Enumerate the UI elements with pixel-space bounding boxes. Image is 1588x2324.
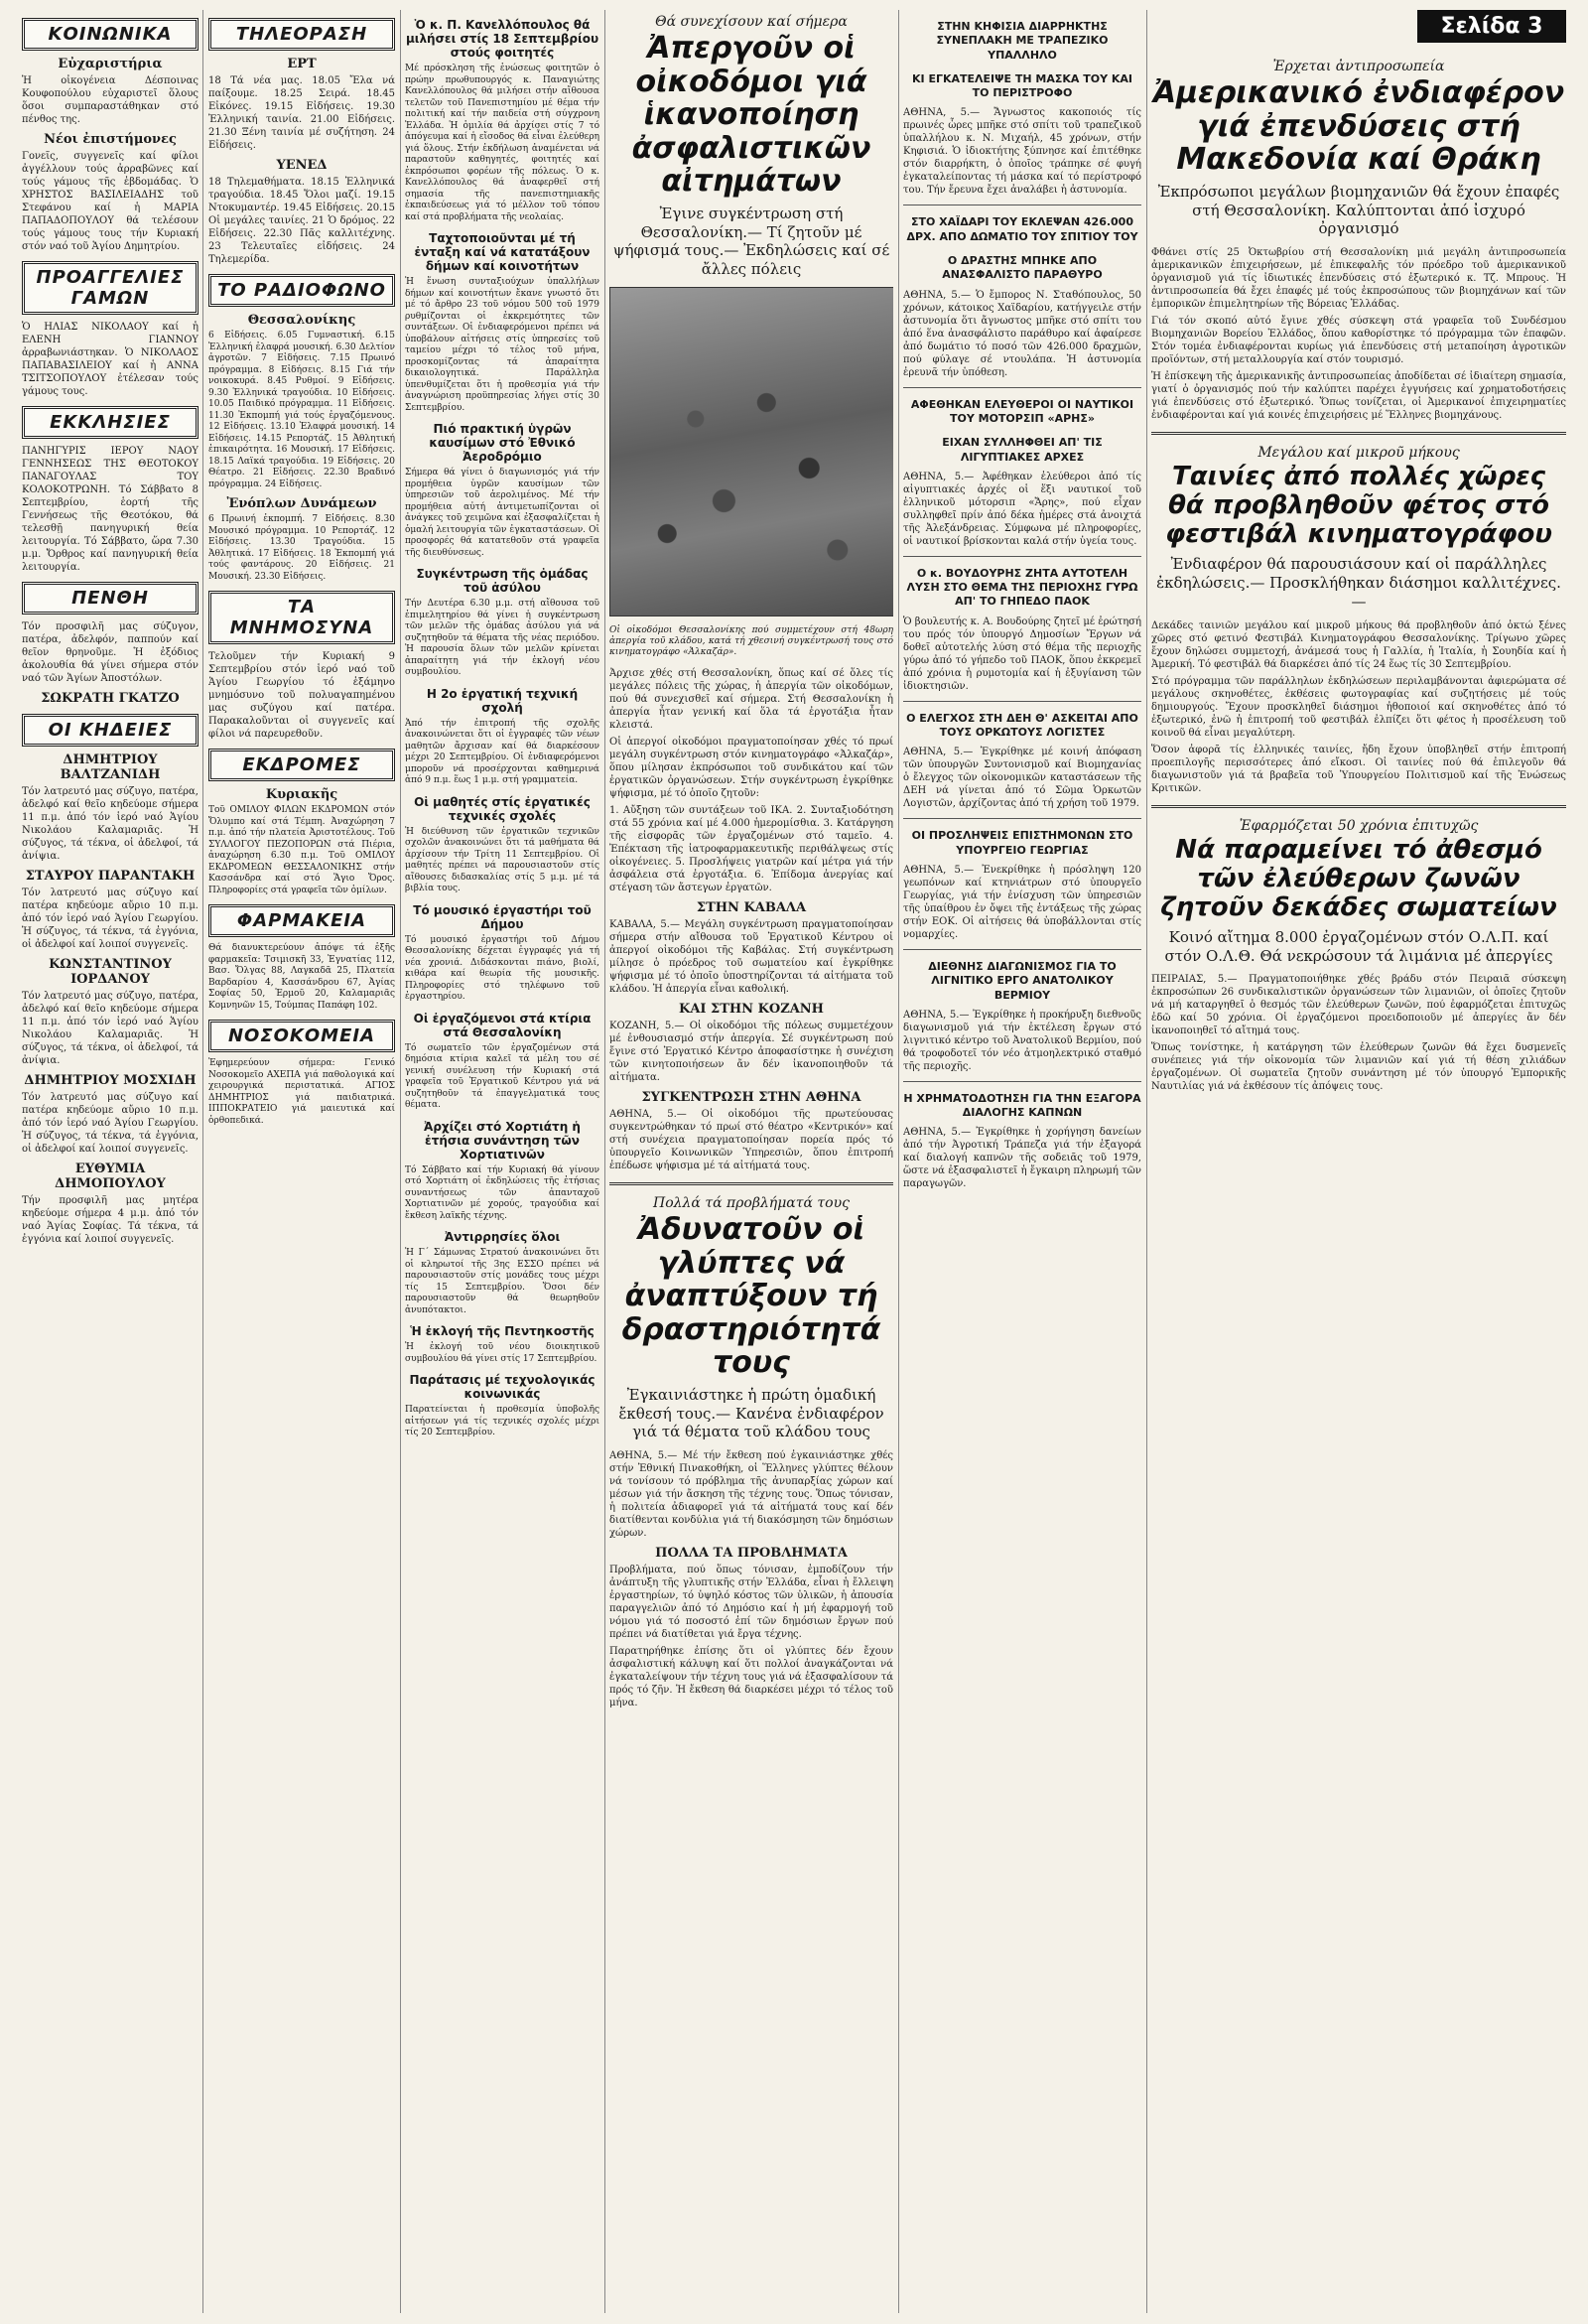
headline-paratasi: Παράτασις μέ τεχνολογικάς κοινωνικάς — [409, 1373, 596, 1401]
name-dimitrios-m: ΔΗΜΗΤΡΙΟΥ ΜΟΣΧΙΔΗ — [24, 1073, 197, 1088]
headline-syntaxeis: Ταχτοποιοῦνται μέ τή ἐνταξη καί νά κατατάξουν δήμων καί κοινοτήτων — [414, 231, 591, 273]
text-proaggelies: Γονεῖς, συγγενεῖς καί φίλοι ἀγγέλλουν τούς ἀρραβῶνες καί τούς γάμους τῆς ἑβδομάδας. Ὁ ΧΡΗΣΤΟΣ ΒΑΣΙΛΕΙΑΔΗΣ τοῦ Στεφάνου καί ἡ ΜΑΡΙΑ ΠΑΠΑΔΟΠΟΥΛΟΥ θά τελέσουν τούς γάμους τους τήν Κυριακή στόν ναό τοῦ Ἁγίου Δημητρίου. — [22, 151, 198, 252]
subhead-maska: ΚΙ ΕΓΚΑΤΕΛΕΙΨΕ ΤΗ ΜΑΣΚΑ ΤΟΥ ΚΑΙ ΤΟ ΠΕΡΙΣΤΡΟΦΟ — [912, 71, 1132, 100]
divider — [903, 1081, 1141, 1082]
text-nosokomeia: Ἐφημερεύουν σήμερα: Γενικό Νοσοκομεῖο ΑΧΕΠΑ γιά παθολογικά καί χειρουργικά περιστατικά. ΑΓΙΟΣ ΔΗΜΗΤΡΙΟΣ γιά παιδιατρικά. ΙΠΠΟΚΡΑΤΕΙΟ γιά μαιευτικά καί ὀρθοπεδικά. — [208, 1058, 395, 1126]
text-apergia-1: Ἀρχισε χθές στή Θεσσαλονίκη, ὅπως καί σέ ὅλες τίς μεγάλες πόλεις τῆς χώρας, ἡ ἀπεργία τῶν οἰκοδόμων, πού θά συνεχισθεῖ καί σήμερα. Στή Θεσσαλονίκη ἡ ἀπεργία ἦταν γενική καί ὅλα τά ἐργοτάξια ἦταν κλειστά. — [609, 667, 893, 731]
text-chortiatis: Τό Σάββατο καί τήν Κυριακή θά γίνουν στό Χορτιάτη οἱ ἐκδηλώσεις τῆς ἐτήσιας συναντήσεως τῶν ἀπανταχοῦ Χορτιατινῶν μέ χορούς, τραγούδια καί ἔκθεση λαϊκῆς τέχνης. — [405, 1164, 599, 1221]
text-farmakeia: Θά διανυκτερεύουν ἀπόψε τά ἑξῆς φαρμακεῖα: Τσιμισκῆ 33, Ἐγνατίας 112, Βασ. Ὄλγας 88, Λαγκαδᾶ 25, Πλατεία Βαρδαρίου 4, Κασσάνδρου 67, Ἀγίας Σοφίας 50, Ἑρμοῦ 20, Καλαμαριᾶς Κομνηνῶν 15, Τούμπας Παπάφη 102. — [208, 943, 395, 1011]
text-eyxaristiria: Ἡ οἰκογένεια Δέσποινας Κουφοπούλου εὐχαριστεῖ ὅλους ὅσοι συμπαραστάθηκαν στό πένθος της. — [22, 75, 198, 125]
text-kideia-4: Τόν λατρευτό μας σύζυγο καί πατέρα κηδεύομε αὔριο 10 π.μ. ἀπό τόν ἱερό ναό Ἁγίου Γεωργίου. Ἡ σύζυγος, τά τέκνα, τά ἐγγόνια, οἱ ἀδελφοί καί λοιποί συγγενεῖς. — [22, 1092, 198, 1155]
subhead-eyxaristiria: Εὐχαριστήρια — [58, 57, 163, 71]
divider — [903, 818, 1141, 819]
headline-ergazomenoi: Οἱ ἐργαζόμενοι στά κτίρια στά Θεσσαλονίκη — [413, 1011, 592, 1039]
headline-apergia: Ἀπεργοῦν οἱ οἰκοδόμοι γιά ἱκανοποίηση ἀσφαλιστικῶν αἰτημάτων — [631, 31, 871, 200]
headline-ependyseis: Ἀμερικανικό ἐνδιαφέρον γιά ἐπενδύσεις στή Μακεδονία καί Θράκη — [1152, 75, 1565, 178]
text-voudouris: Ὁ βουλευτής κ. Α. Βουδούρης ζητεῖ μέ ἐρώτησή του πρός τόν ὑπουργό Δημοσίων Ἔργων νά δοθεῖ αὐτοτελής λύση στό θέμα τῆς περιοχῆς γύρω ἀπό τό γήπεδο τοῦ ΠΑΟΚ, ὅπου ἐκκρεμεῖ ἀπό χρόνια ἡ ρυμοτομία καί ἡ ἐξυγίανση τῶν ἰδιοκτησιῶν. — [903, 615, 1141, 692]
column-rule — [400, 10, 401, 2313]
section-nosokomeia: ΝΟΣΟΚΟΜΕΙΑ — [208, 1020, 395, 1052]
text-ekklisies: ΠΑΝΗΓΥΡΙΣ ΙΕΡΟΥ ΝΑΟΥ ΓΕΝΝΗΣΕΩΣ ΤΗΣ ΘΕΟΤΟΚΟΥ ΠΑΝΑΓΟΥΛΑΣ ΤΟΥ ΚΟΛΟΚΟΤΡΩΝΗ. Τό Σάββατο 8 Σεπτεμβρίου, ἑορτή τῆς Γεννήσεως τῆς Θεοτόκου, θά τελεσθῇ πανηγυρική θεία λειτουργία. Τό Σάββατο, ὥρα 7.30 μ.μ. Ὄρθρος καί πανηγυρική θεία λειτουργία. — [22, 446, 198, 573]
text-kideia-5: Τήν προσφιλῆ μας μητέρα κηδεύομε σήμερα 4 μ.μ. ἀπό τόν ναό Ἁγίας Σοφίας. Τά τέκνα, τά ἐγγόνια καί λοιποί συγγενεῖς. — [22, 1195, 198, 1245]
column-rule — [1146, 10, 1147, 2313]
subhead-yened: ΥΕΝΕΔ — [276, 158, 328, 173]
name-stavros: ΣΤΑΥΡΟΥ ΠΑΡΑΝΤΑΚΗ — [25, 869, 196, 884]
subhead-aigyptos: ΕΙΧΑΝ ΣΥΛΛΗΦΘΕΙ ΑΠ' ΤΙΣ ΛΙΓΥΠΤΙΑΚΕΣ ΑΡΧΕΣ — [942, 436, 1103, 464]
headline-kausima: Πιό πρακτική ὑγρῶν καυσίμων στό Ἐθνικό Ἀεροδρόμιο — [429, 422, 576, 464]
text-zones-2: Ὅπως τονίστηκε, ἡ κατάργηση τῶν ἐλεύθερων ζωνῶν θά ἔχει δυσμενεῖς συνέπειες γιά τήν οἰκονομία τῶν λιμανιῶν καί γιά τή θέση χιλιάδων ἐργαζομένων. Οἱ σωματεῖα ζητοῦν συνάντηση μέ τόν ὑπουργό Ἐμπορικῆς Ναυτιλίας γιά νά ἐκθέσουν τίς ἀπόψεις τους. — [1151, 1042, 1566, 1093]
text-kavala: ΚΑΒΑΛΑ, 5.— Μεγάλη συγκέντρωση πραγματοποίησαν σήμερα στήν αἴθουσα τοῦ Ἐργατικοῦ Κέντρου οἱ ἀπεργοί οἰκοδόμοι τῆς Καβάλας. Στή συγκέντρωση μίλησε ὁ πρόεδρος τοῦ σωματείου καί ἐγκρίθηκε ψήφισμα μέ τό ὁποῖο ὑποστηρίζονται τά αἰτήματα τοῦ κλάδου. Ἡ ἀπεργία εἶναι καθολική. — [609, 918, 893, 995]
column-rule — [604, 10, 605, 2313]
text-penthi: Τόν προσφιλῆ μας σύζυγον, πατέρα, ἀδελφόν, παππούν καί θεῖον θρηνοῦμε. Ἡ ἐξόδιος ἀκολουθία θά γίνει σήμερα στόν ναό τῶν Ἁγίων Ἀποστόλων. — [22, 621, 198, 684]
text-festival-3: Ὅσον ἀφορᾶ τίς ἑλληνικές ταινίες, ἤδη ἔχουν ὑποβληθεῖ στήν ἐπιτροπή προεπιλογῆς περισσότερες ἀπό εἴκοσι. Οἱ ταινίες πού θά ἐπιλεγοῦν θά διαγωνιστοῦν γιά τά βραβεῖα τοῦ Ὑπουργείου Πολιτισμοῦ καί τῆς Ἑνώσεως Κριτικῶν. — [1151, 744, 1566, 794]
section-ekklisies: ΕΚΚΛΗΣΙΕΣ — [22, 406, 198, 439]
text-asylo: Τήν Δευτέρα 6.30 μ.μ. στή αἴθουσα τοῦ ἐπιμελητηρίου θά γίνει ἡ συγκέντρωση τῶν μελῶν τῆς ὁμάδας ἀσύλου γιά νά συζητηθοῦν τά θέματα τῆς νέας περιόδου. Ἡ παρουσία ὅλων τῶν μελῶν κρίνεται ἀπαραίτητη γιά τήν ἐκλογή νέου συμβουλίου. — [405, 599, 599, 677]
column-social — [22, 10, 198, 2313]
headline-chaidari: ΣΤΟ ΧΑΪΔΑΡΙ ΤΟΥ ΕΚΛΕΨΑΝ 426.000 ΔΡΧ. ΑΠΟ ΔΩΜΑΤΙΟ ΤΟΥ ΣΠΙΤΙΟΥ ΤΟΥ — [906, 215, 1138, 243]
photo-oikodomoi — [609, 287, 893, 616]
section-mnimosyna: ΤΑ ΜΝΗΜΟΣΥΝΑ — [208, 591, 395, 644]
subhead-neoi-epistimones: Νέοι ἐπιστήμονες — [44, 132, 177, 147]
text-apergia-2: Οἱ ἀπεργοί οἰκοδόμοι πραγματοποίησαν χθές τό πρωί μεγάλη συγκέντρωση στόν κινηματογράφο «Ἀλκαζάρ», ὅπου μίλησαν ἐκπρόσωποι τοῦ συνδικάτου καί τῶν ἐργατικῶν ὀργανώσεων. Στήν συγκέντρωση ἐγκρίθηκε ψήφισμα, μέ τό ὁποῖο ζητοῦν: — [609, 736, 893, 799]
name-dimitrios-v: ΔΗΜΗΤΡΙΟΥ ΒΑΛΤΖΑΝΙΔΗ — [60, 752, 161, 782]
subhead-kyriakis: Κυριακῆς — [265, 787, 338, 802]
overline-apergia: Θά συνεχίσουν καί σήμερα — [655, 14, 848, 30]
text-glyptes-2: Προβλήματα, πού ὅπως τόνισαν, ἐμποδίζουν τήν ἀνάπτυξη τῆς γλυπτικῆς στήν Ἑλλάδα, εἶναι ἡ ἔλλειψη ἐργαστηρίων, τό ὑψηλό κόστος τῶν ὑλικῶν, ἡ ἀπουσία παραγγελιῶν ἀπό τό Δημόσιο καί ἡ μή ἐφαρμογή τοῦ νόμου γιά τό ποσοστό ἐπί τῶν δημόσιων ἔργων πού πρέπει νά διατίθεται γιά ἔργα τέχνης. — [609, 1565, 893, 1641]
section-koinonika: ΚΟΙΝΩΝΙΚΑ — [22, 18, 198, 51]
subhead-athina: ΣΥΓΚΕΝΤΡΩΣΗ ΣΤΗΝ ΑΘΗΝΑ — [641, 1089, 861, 1105]
divider — [903, 701, 1141, 702]
section-farmakeia: ΦΑΡΜΑΚΕΙΑ — [208, 904, 395, 937]
headline-kifisia: ΣΤΗΝ ΚΗΦΙΣΙΑ ΔΙΑΡΡΗΚΤΗΣ ΣΥΝΕΠΛΑΚΗ ΜΕ ΤΡΑΠΕΖΙΚΟ ΥΠΑΛΛΗΛΟ — [936, 20, 1109, 62]
column-features — [1151, 10, 1566, 2313]
text-paratasi: Παρατείνεται ἡ προθεσμία ὑποβολῆς αἰτήσεων γιά τίς τεχνικές σχολές μέχρι τίς 20 Σεπτεμβρίου. — [405, 1405, 599, 1437]
column-main-stories — [609, 10, 893, 2313]
text-yened: 18 Τηλεμαθήματα. 18.15 Ἑλληνικά τραγούδια. 18.45 Ὅλοι μαζί. 19.15 Ντοκυμαντέρ. 19.45 Εἰδήσεις. 20.15 Οἱ μεγάλες ταινίες. 21 Ὁ δρόμος. 22 Εἰδήσεις. 22.30 Πᾶς καλλιτέχνης. 23 Τελευταῖες εἰδήσεις. 24 Τηλεμερίδα. — [208, 177, 395, 265]
text-syntaxeis: Ἡ ἕνωση συνταξιούχων ὑπαλλήλων δήμων καί κοινοτήτων ἔκανε γνωστό ὅτι μέ τό ἄρθρο 23 τοῦ νόμου 500 τοῦ 1979 ρυθμίζονται οἱ ἐκκρεμότητες τῶν συντάξεων. Οἱ ἐνδιαφερόμενοι πρέπει νά ὑποβάλουν αἰτήσεις στίς ὑπηρεσίες τοῦ ταμείου μέχρι τό τέλος τοῦ μήνα, προσκομίζοντας τά ἀπαραίτητα δικαιολογητικά. Παράλληλα ὑπενθυμίζεται ὅτι ἡ προθεσμία γιά τήν ἀναγνώριση προϋπηρεσίας λήγει στίς 30 Σεπτεμβρίου. — [405, 277, 599, 413]
headline-kapnoi: Η ΧΡΗΜΑΤΟΔΟΤΗΣΗ ΓΙΑ ΤΗΝ ΕΞΑΓΟΡΑ ΔΙΑΛΟΓΗΣ ΚΑΠΝΩΝ — [903, 1091, 1141, 1120]
text-arravones: Ὁ ΗΛΙΑΣ ΝΙΚΟΛΑΟΥ καί ἡ ΕΛΕΝΗ ΓΙΑΝΝΟΥ ἀρραβωνιάστηκαν. Ὁ ΝΙΚΟΛΑΟΣ ΠΑΠΑΒΑΣΙΛΕΙΟΥ καί ἡ ΑΝΝΑ ΤΣΙΤΣΟΠΟΥΛΟΥ ἐτέλεσαν τούς γάμους τους. — [22, 322, 198, 397]
section-tileorasi: ΤΗΛΕΟΡΑΣΗ — [208, 18, 395, 51]
divider — [1151, 432, 1566, 435]
dek-zones: Κοινό αἴτημα 8.000 ἐργαζομένων στόν Ο.Λ.Π. καί στόν Ο.Λ.Θ. Θά νεκρώσουν τά λιμάνια μέ ἀπεργίες — [1164, 927, 1553, 965]
page-number-label: Σελίδα 3 — [1417, 10, 1566, 43]
text-glyptes-3: Παρατηρήθηκε ἐπίσης ὅτι οἱ γλύπτες δέν ἔχουν ἀσφαλιστική κάλυψη καί ὅτι πολλοί ἀναγκάζονται νά ἐγκαταλείψουν τήν τέχνη τους γιά νά ἐξασφαλίσουν τά πρός τό ζῆν. Ἡ ἔκθεση θά διαρκέσει μέχρι τό τέλος τοῦ μήνα. — [609, 1646, 893, 1709]
text-naftikoi: ΑΘΗΝΑ, 5.— Ἀφέθηκαν ἐλεύθεροι ἀπό τίς αἰγυπτιακές ἀρχές οἱ ἕξι ναυτικοί τοῦ ἑλληνικοῦ μότορσιπ «Ἄρης», πού εἶχαν συλληφθεῖ πρίν ἀπό δέκα ἡμέρες στά ἀνοιχτά τῆς Ἀλεξάνδρειας. Σύμφωνα μέ πληροφορίες, οἱ ναυτικοί βρίσκονται καλά στήν ὑγεία τους. — [903, 471, 1141, 547]
text-radio: 6 Εἰδήσεις. 6.05 Γυμναστική. 6.15 Ἑλληνική ἐλαφρά μουσική. 6.30 Δελτίον ἀγροτῶν. 7 Εἰδήσεις. 7.15 Πρωινό πρόγραμμα. 8 Εἰδήσεις. 8.15 Γιά τήν νοικοκυρά. 8.45 Ρυθμοί. 9 Εἰδήσεις. 9.30 Ἑλληνικά τραγούδια. 10 Εἰδήσεις. 10.05 Παιδικό πρόγραμμα. 11 Εἰδήσεις. 11.30 Ἐκπομπή γιά τούς ἐργαζόμενους. 12 Εἰδήσεις. 13.10 Ἐλαφρά μουσική. 14 Εἰδήσεις. 14.15 Ρεπορτάζ. 15 Ἀθλητική ἐπικαιρότητα. 16 Μουσική. 17 Εἰδήσεις. 18.15 Λαϊκά τραγούδια. 19 Εἰδήσεις. 20 Θέατρο. 21 Εἰδήσεις. 22.30 Βραδινό πρόγραμμα. 24 Εἰδήσεις. — [208, 331, 395, 489]
text-kausima: Σήμερα θά γίνει ὁ διαγωνισμός γιά τήν προμήθεια ὑγρῶν καυσίμων τῶν ὑπηρεσιῶν τοῦ ἀερολιμένος. Μέ τήν προμήθεια αὐτή ἀντιμετωπίζονται οἱ ἀνάγκες τοῦ χειμῶνα καί ἐξασφαλίζεται ἡ ὁμαλή λειτουργία τῶν ἐγκαταστάσεων. Οἱ προσφορές θά κατατεθοῦν στά γραφεῖα τῆς διευθύνσεως. — [405, 468, 599, 558]
section-kideies: ΟΙ ΚΗΔΕΙΕΣ — [22, 714, 198, 747]
text-dei: ΑΘΗΝΑ, 5.— Ἐγκρίθηκε μέ κοινή ἀπόφαση τῶν ὑπουργῶν Συντονισμοῦ καί Βιομηχανίας ὁ ἔλεγχος τῶν οἰκονομικῶν καταστάσεων τῆς ΔΕΗ νά γίνεται ἀπό τό Σῶμα Ὁρκωτῶν Λογιστῶν, ἀρχίζοντας ἀπό τή χρήση τοῦ 1979. — [903, 747, 1141, 810]
headline-zones: Νά παραμείνει τό ἀθεσμό τῶν ἐλεύθερων ζωνῶν ζητοῦν δεκάδες σωματείων — [1160, 834, 1557, 922]
section-ekdromes: ΕΚΔΡΟΜΕΣ — [208, 749, 395, 781]
headline-vermio: ΔΙΕΘΝΗΣ ΔΙΑΓΩΝΙΣΜΟΣ ΓΙΑ ΤΟ ΛΙΓΝΙΤΙΚΟ ΕΡΓΟ ΑΝΑΤΟΛΙΚΟΥ ΒΕΡΜΙΟΥ — [928, 959, 1117, 1002]
divider — [1151, 805, 1566, 808]
text-ependyseis-1: Φθάνει στίς 25 Ὀκτωβρίου στή Θεσσαλονίκη μιά μεγάλη ἀντιπροσωπεία ἀμερικανικῶν ἐπιχειρήσεων, μέ ἐπικεφαλῆς τόν πρόεδρο τοῦ ἀμερικανικοῦ ὀργανισμοῦ γιά τίς ἰδιωτικές ἐπενδύσεις στό ἐξωτερικό κ. Τζ. Μπρους. Ἡ ἀντιπροσωπεία θά ἔχει ἐπαφές μέ τούς ἐκπροσώπους τῶν βιομηχάνων καί τῶν ἐμπορικῶν ἐπιμελητηρίων τῆς Βόρειας Ἑλλάδας. — [1151, 247, 1566, 311]
subhead-enoplon: Ἐνόπλων Δυνάμεων — [226, 496, 377, 511]
headline-pentikosti: Ἡ ἐκλογή τῆς Πεντηκοστῆς — [410, 1324, 595, 1338]
text-ependyseis-2: Γιά τόν σκοπό αὐτό ἔγινε χθές σύσκεψη στά γραφεῖα τοῦ Συνδέσμου Βιομηχανιῶν Βορείου Ἑλλάδος, ὅπου καθορίστηκε τό πρόγραμμα τῶν ἐπαφῶν. Στόν τομέα ἐνδιαφέρονται κυρίως γιά ἐπενδύσεις στή μεταποίηση ἀγροτικῶν προϊόντων, στή μεταλλουργία καί στόν τουρισμό. — [1151, 316, 1566, 366]
overline-glyptes: Πολλά τά προβλήματά τους — [653, 1194, 850, 1211]
headline-chortiatis: Ἀρχίζει στό Χορτιάτη ἡ ἐτήσια συνάντηση τῶν Χορτιατινῶν — [424, 1119, 581, 1162]
text-athina: ΑΘΗΝΑ, 5.— Οἱ οἰκοδόμοι τῆς πρωτεύουσας συγκεντρώθηκαν τό πρωί στό θέατρο «Κεντρικόν» καί στή συνέχεια πραγματοποίησαν πορεία πρός τό ὑπουργεῖο Κοινωνικῶν Ὑπηρεσιῶν, ὅπου ἐπιτροπή ἐπέδωσε ψήφισμα μέ τά αἰτήματά τους. — [609, 1108, 893, 1171]
dek-festival: Ἐνδιαφέρον θά παρουσιάσουν καί οἱ παράλληλες ἐκδηλώσεις.— Προσκλήθηκαν διάσημοι καλλιτέχνες.— — [1156, 555, 1561, 611]
column-rule — [898, 10, 899, 2313]
headline-voudouris: Ο κ. ΒΟΥΔΟΥΡΗΣ ΖΗΤΑ ΑΥΤΟΤΕΛΗ ΛΥΣΗ ΣΤΟ ΘΕΜΑ ΤΗΣ ΠΕΡΙΟΧΗΣ ΓΥΡΩ ΑΠ' ΤΟ ΓΗΠΕΔΟ ΠΑΟΚ — [906, 566, 1138, 609]
text-ekdromes: Τοῦ ΟΜΙΛΟΥ ΦΙΛΩΝ ΕΚΔΡΟΜΩΝ στόν Ὄλυμπο καί στά Τέμπη. Ἀναχώρηση 7 π.μ. ἀπό τήν πλατεία Ἀριστοτέλους. Τοῦ ΣΥΛΛΟΓΟΥ ΠΕΖΟΠΟΡΩΝ στά Πιέρια, ἀναχώρηση 6.30 π.μ. Τοῦ ΟΜΙΛΟΥ ΕΚΔΡΟΜΕΩΝ ΘΕΣΣΑΛΟΝΙΚΗΣ στήν Κασσάνδρα καί στό Ἅγιο Ὄρος. Πληροφορίες στά γραφεῖα τῶν ὁμίλων. — [208, 805, 395, 895]
headline-glyptes: Ἀδυνατοῦν οἱ γλύπτες νά ἀναπτύξουν τή δραστηριότητά τους — [621, 1211, 881, 1381]
subhead-parathyro: Ο ΔΡΑΣΤΗΣ ΜΠΗΚΕ ΑΠΟ ΑΝΑΣΦΑΛΙΣΤΟ ΠΑΡΑΘΥΡΟ — [942, 254, 1103, 282]
subhead-thessalonikis: Θεσσαλονίκης — [247, 313, 356, 328]
divider — [903, 387, 1141, 388]
text-apergia-3: 1. Αὔξηση τῶν συντάξεων τοῦ ΙΚΑ. 2. Συνταξιοδότηση στά 55 χρόνια καί μέ 4.000 ἡμερομίσθια. 3. Κατάργηση τῆς εἰσφορᾶς τῶν ἐργαζομένων στό ταμεῖο. 4. Ἐπέκταση τῆς ἰατροφαρμακευτικῆς περιθάλψεως στίς οἰκογένειες. 5. Προσλήψεις γιατρῶν καί μέτρα γιά τήν ἀσφάλεια στά ἐργοτάξια. 6. Ἐπίδομα ἀνεργίας καί στέγαση τῶν ἄστεγων ἐργατῶν. — [609, 804, 893, 893]
subhead-provlimata: ΠΟΛΛΑ ΤΑ ΠΡΟΒΛΗΜΑΤΑ — [655, 1546, 848, 1562]
name-eythymia: ΕΥΘΥΜΙΑ ΔΗΜΟΠΟΥΛΟΥ — [55, 1162, 166, 1191]
headline-antirrisies: Ἀντιρρησίες ὅλοι — [444, 1230, 561, 1244]
headline-mousiko: Τό μουσικό ἐργαστήρι τοῦ Δήμου — [413, 902, 592, 931]
subhead-kavala: ΣΤΗΝ ΚΑΒΑΛΑ — [696, 899, 807, 915]
name-sokratis: ΣΩΚΡΑΤΗ ΓΚΑΤΖΟ — [41, 691, 180, 706]
name-konstantinos: ΚΩΝΣΤΑΝΤΙΝΟΥ ΙΟΡΔΑΝΟΥ — [49, 957, 172, 987]
text-festival-1: Δεκάδες ταινιῶν μεγάλου καί μικροῦ μήκους θά προβληθοῦν ἀπό ὀκτώ ξένες χῶρες στό φετινό Φεστιβάλ Κινηματογράφου Θεσσαλονίκης. Τρίγωνο χῶρες ἔχουν δηλώσει συμμετοχή, ἀνάμεσά τους ἡ Γαλλία, ἡ Ἰταλία, ἡ Σουηδία καί ἡ Ἀμερική. Τό φεστιβάλ θά διαρκέσει ἀπό τίς 24 ἕως τίς 30 Σεπτεμβρίου. — [1151, 619, 1566, 670]
text-kapnoi: ΑΘΗΝΑ, 5.— Ἐγκρίθηκε ἡ χορήγηση δανείων ἀπό τήν Ἀγροτική Τράπεζα γιά τήν ἐξαγορά καί διαλογή καπνῶν τῆς σοδειᾶς τοῦ 1979, ὥστε νά ἐξασφαλιστεῖ ἡ ἔγκαιρη πληρωμή τῶν παραγωγῶν. — [903, 1127, 1141, 1190]
headline-techniki-scholi: Η 2ο ἐργατική τεχνική σχολή — [426, 686, 579, 715]
overline-ependyseis: Ἐρχεται ἀντιπροσωπεία — [1272, 59, 1445, 74]
text-kanellopoulos: Μέ πρόσκληση τῆς ἑνώσεως φοιτητῶν ὁ πρώην πρωθυπουργός κ. Παναγιώτης Κανελλόπουλος θά μιλήσει στήν αἴθουσα τελετῶν τοῦ Πανεπιστημίου μέ θέμα τήν πολιτική καί τήν παιδεία στή σύγχρονη Ἑλλάδα. Ἡ ὁμιλία θά ἀρχίσει στίς 7 τό ἀπόγευμα καί ἡ εἴσοδος θά εἶναι ἐλεύθερη γιά ὅλους. Στήν ἐκδήλωση ἀναμένεται νά παραστοῦν καθηγητές, φοιτητές καί ἐκπρόσωποι φορέων τῆς πόλεως. Ὁ κ. Κανελλόπουλος θά ἀναφερθεῖ στή σημασία τῆς πανεπιστημιακῆς ἐκπαιδεύσεως γιά τό μέλλον τοῦ τόπου καί στά προβλήματα τῆς νεολαίας. — [405, 64, 599, 222]
text-ependyseis-3: Ἡ ἐπίσκεψη τῆς ἀμερικανικῆς ἀντιπροσωπείας ἀποδίδεται σέ ἰδιαίτερη σημασία, γιατί ὁ ὀργανισμός πού τήν καλύπτει παρέχει ἐγγυήσεις καί χρηματοδοτήσεις γιά ἐπενδύσεις στό ἐξωτερικό. Ὅπως τονίζεται, οἱ Ἀμερικανοί ἐπιχειρηματίες ἐνδιαφέρονται καί γιά κοινές ἐπιχειρήσεις μέ Ἕλληνες βιομηχάνους. — [1151, 371, 1566, 422]
text-zones-1: ΠΕΙΡΑΙΑΣ, 5.— Πραγματοποιήθηκε χθές βράδυ στόν Πειραιᾶ σύσκεψη ἐκπροσώπων 26 συνδικαλιστικῶν ὀργανώσεων τῶν λιμανιῶν, οἱ ὁποῖες ζητοῦν νά μή καταργηθεῖ ὁ θεσμός τῶν ἐλεύθερων ζωνῶν, πού ἐφαρμόζεται ἐπιτυχῶς ἐδῶ καί 50 χρόνια. Οἱ ἐργαζόμενοι προειδοποιοῦν μέ ἀπεργίες ἄν δέν ἱκανοποιηθεῖ τό αἴτημά τους. — [1151, 974, 1566, 1037]
column-rule — [202, 10, 203, 2313]
dek-apergia: Ἐγινε συγκέντρωση στή Θεσσαλονίκη.— Τί ζητοῦν μέ ψήφισμά τους.— Ἐκδηλώσεις καί σέ ἄλλες πόλεις — [612, 204, 890, 279]
headline-kanellopoulos: Ὁ κ. Π. Κανελλόπουλος θά μιλήσει στίς 18 Σεπτεμβρίου στούς φοιτητές — [405, 18, 599, 60]
dek-ependyseis: Ἐκπρόσωποι μεγάλων βιομηχανιῶν θά ἔχουν ἐπαφές στή Θεσσαλονίκη. Καλύπτονται ἀπό ἰσχυρό ὀργανισμό — [1157, 182, 1560, 238]
section-penthi: ΠΕΝΘΗ — [22, 582, 198, 615]
text-mnimosyna: Τελοῦμεν τήν Κυριακή 9 Σεπτεμβρίου στόν ἱερό ναό τοῦ Ἁγίου Γεωργίου τό ἑξάμηνο μνημόσυνο τοῦ πολυαγαπημένου μας συζύγου καί πατέρα. Παρακαλοῦνται οἱ συγγενεῖς καί φίλοι νά παρευρεθοῦν. — [208, 651, 395, 740]
caption-oikodomoi: Οἱ οἰκοδόμοι Θεσσαλονίκης πού συμμετέχουν στή 48ωρη ἀπεργία τοῦ κλάδου, κατά τή χθεσινή συγκέντρωσή τους στό κινηματογράφο «Ἀλκαζάρ». — [609, 624, 893, 657]
column-briefs — [903, 10, 1141, 2313]
headline-dei: Ο ΕΛΕΓΧΟΣ ΣΤΗ ΔΕΗ Θ' ΑΣΚΕΙΤΑΙ ΑΠΟ ΤΟΥΣ ΟΡΚΩΤΟΥΣ ΛΟΓΙΣΤΕΣ — [906, 711, 1138, 740]
text-kideia-1: Τόν λατρευτό μας σύζυγο, πατέρα, ἀδελφό καί θεῖο κηδεύομε σήμερα 11 π.μ. ἀπό τόν ἱερό ναό Ἁγίου Νικολάου Καλαμαριᾶς. Ἡ σύζυγος, τά τέκνα, οἱ ἀδελφοί, τά ἀνίψια. — [22, 786, 198, 862]
text-ert: 18 Τά νέα μας. 18.05 Ἔλα νά παίξουμε. 18.25 Σειρά. 18.45 Εἰκόνες. 19.15 Εἰδήσεις. 19.30 Ἐλληνική ταινία. 21.00 Εἰδήσεις. 21.30 Ξένη ταινία μέ συζήτηση. 24 Εἰδήσεις. — [208, 75, 395, 151]
text-enoplon: 6 Πρωινή ἐκπομπή. 7 Εἰδήσεις. 8.30 Μουσικό πρόγραμμα. 10 Ρεπορτάζ. 12 Εἰδήσεις. 13.30 Τραγούδια. 15 Ἀθλητικά. 17 Εἰδήσεις. 18 Ἐκπομπή γιά τούς φαντάρους. 20 Εἰδήσεις. 21 Μουσική. 23.30 Εἰδήσεις. — [208, 514, 395, 582]
subhead-ert: ΕΡΤ — [287, 57, 317, 71]
text-glyptes-1: ΑΘΗΝΑ, 5.— Μέ τήν ἔκθεση πού ἐγκαινιάστηκε χθές στήν Ἐθνική Πινακοθήκη, οἱ Ἕλληνες γλύπτες θέλουν νά τονίσουν τό πρόβλημα τῆς ἀνυπαρξίας χώρων καί μέσων γιά τήν ἄσκηση τῆς τέχνης τους. Ὅπως τόνισαν, ἡ πολιτεία ἀδιαφορεῖ γιά τά αἰτήματά τους καί δέν διατίθενται κονδύλια γιά τή διακόσμηση τῶν δημόσιων χώρων. — [609, 1450, 893, 1540]
overline-zones: Ἐφαρμόζεται 50 χρόνια ἐπιτυχῶς — [1239, 817, 1479, 834]
text-mousiko: Τό μουσικό ἐργαστήρι τοῦ Δήμου Θεσσαλονίκης δέχεται ἐγγραφές γιά τή νέα χρονιά. Διδάσκονται πιάνο, βιολί, κιθάρα καί θεωρία τῆς μουσικῆς. Πληροφορίες στό τηλέφωνο τοῦ ἐργαστηρίου. — [405, 934, 599, 1002]
headline-mathites: Οἱ μαθητές στίς ἐργατικές τεχνικές σχολές — [414, 794, 591, 823]
text-mathites: Ἡ διεύθυνση τῶν ἐργατικῶν τεχνικῶν σχολῶν ἀνακοινώνει ὅτι τά μαθήματα θά ἀρχίσουν τήν Τρίτη 11 Σεπτεμβρίου. Οἱ μαθητές πρέπει νά παρουσιαστοῦν στίς αἴθουσες διδασκαλίας στίς 5 μ.μ. μέ τά βιβλία τους. — [405, 826, 599, 893]
text-vermio: ΑΘΗΝΑ, 5.— Ἐγκρίθηκε ἡ προκήρυξη διεθνοῦς διαγωνισμοῦ γιά τήν ἐκτέλεση ἔργων στό λιγνιτικό κέντρο τοῦ Ἀνατολικοῦ Βερμίου, πού θά τροφοδοτεῖ τόν νέο ἀτμοηλεκτρικό σταθμό τῆς περιοχῆς. — [903, 1009, 1141, 1072]
headline-naftikoi: ΑΦΕΘΗΚΑΝ ΕΛΕΥΘΕΡΟΙ ΟΙ ΝΑΥΤΙΚΟΙ ΤΟΥ ΜΟΤΟΡΣΙΠ «ΑΡΗΣ» — [910, 397, 1134, 425]
overline-festival: Μεγάλου καί μικροῦ μήκους — [1257, 445, 1460, 462]
section-proaggelies: ΠΡΟΑΓΓΕΛΙΕΣ ΓΑΜΩΝ — [22, 261, 198, 315]
text-kideia-3: Τόν λατρευτό μας σύζυγο, πατέρα, ἀδελφό καί θεῖο κηδεύομε σήμερα 11 π.μ. ἀπό τόν ἱερό ναό Ἁγίου Νικολάου Καλαμαριᾶς. Ἡ σύζυγος, τά τέκνα, οἱ ἀδελφοί, τά ἀνίψια. — [22, 991, 198, 1066]
headline-festival: Ταινίες ἀπό πολλές χῶρες θά προβληθοῦν φέτος στό φεστιβάλ κινηματογράφου — [1165, 462, 1552, 550]
divider — [903, 949, 1141, 950]
text-ergazomenoi: Τό σωματεῖο τῶν ἐργαζομένων στά δημόσια κτίρια καλεῖ τά μέλη του σέ γενική συνέλευση τήν Κυριακή στά γραφεῖα τοῦ Ἐργατικοῦ Κέντρου γιά νά συζητηθοῦν τά ἐπαγγελματικά τους θέματα. — [405, 1042, 599, 1110]
text-kideia-2: Τόν λατρευτό μας σύζυγο καί πατέρα κηδεύομε αὔριο 10 π.μ. ἀπό τόν ἱερό ναό Ἁγίου Γεωργίου. Ἡ σύζυγος, τά τέκνα, τά ἐγγόνια, οἱ ἀδελφοί καί λοιποί συγγενεῖς. — [22, 888, 198, 950]
column-local-news — [405, 10, 599, 2313]
text-kifisia: ΑΘΗΝΑ, 5.— Ἄγνωστος κακοποιός τίς πρωινές ὧρες μπῆκε στό σπίτι τοῦ τραπεζικοῦ ὑπαλλήλου κ. Ν. Μιχαήλ, 45 χρόνων, στήν Κηφισιά. Ὁ ἰδιοκτήτης ξύπνησε καί ἐπιτέθηκε στόν διαρρήκτη, ὁ ὁποῖος τράπηκε σέ φυγή ἐγκαταλείποντας τή μάσκα καί τό περίστροφό του. Τήν ἔρευνα ἔχει ἀναλάβει ἡ ἀστυνομία. — [903, 107, 1141, 197]
text-kozani: ΚΟΖΑΝΗ, 5.— Οἱ οἰκοδόμοι τῆς πόλεως συμμετέχουν μέ ἐνθουσιασμό στήν ἀπεργία. Σέ συγκέντρωση πού ἔγινε στό Ἐργατικό Κέντρο ἀποφασίστηκε ἡ συνέχιση τῶν κινητοποιήσεων ἄν δέν ἱκανοποιηθοῦν τά αἰτήματα. — [609, 1020, 893, 1083]
text-antirrisies: Ἡ Γ΄ Σάμωνας Στρατού ἀνακοινώνει ὅτι οἱ κληρωτοί τῆς 3ης ΕΣΣΟ πρέπει νά παρουσιαστοῦν στίς μονάδες τους μέχρι τίς 15 Σεπτεμβρίου. Ὅσοι δέν παρουσιαστοῦν θά θεωρηθοῦν ἀνυπότακτοι. — [405, 1248, 599, 1315]
text-festival-2: Στό πρόγραμμα τῶν παράλληλων ἐκδηλώσεων περιλαμβάνονται ἀφιερώματα σέ μεγάλους σκηνοθέτες, ἐκθέσεις φωτογραφίας καί συζητήσεις μέ τούς δημιουργούς. Ἔχουν προσκληθεῖ διάσημοι ἠθοποιοί καί σκηνοθέτες ἀπό τό ἐξωτερικό, ἐνῶ ἡ ἐπιτροπή τοῦ φεστιβάλ ἐλπίζει ὅτι φέτος ἡ προσέλευση τοῦ κοινοῦ θά εἶναι μεγαλύτερη. — [1151, 675, 1566, 739]
section-radiofono: ΤΟ ΡΑΔΙΟΦΩΝΟ — [208, 274, 395, 307]
text-georgia: ΑΘΗΝΑ, 5.— Ἐνεκρίθηκε ἡ πρόσληψη 120 γεωπόνων καί κτηνιάτρων στό ὑπουργεῖο Γεωργίας, γιά τήν ἐνίσχυση τῶν ὑπηρεσιῶν τῆς ὑπαίθρου ἐν ὄψει τῆς ἐντάξεως τῆς χώρας στήν ΕΟΚ. Οἱ αἰτήσεις θά ὑποβάλλονται στίς νομαρχίες. — [903, 864, 1141, 940]
text-techniki-scholi: Ἀπό τήν ἐπιτροπή τῆς σχολῆς ἀνακοινώνεται ὅτι οἱ ἐγγραφές τῶν νέων μαθητῶν ἄρχισαν καί θά διαρκέσουν μέχρι 20 Σεπτεμβρίου. Οἱ ἐνδιαφερόμενοι μποροῦν νά προσέρχονται καθημερινά ἀπό 9 π.μ. ἕως 1 μ.μ. στή γραμματεία. — [405, 718, 599, 785]
text-pentikosti: Ἡ ἐκλογή τοῦ νέου διοικητικοῦ συμβουλίου θά γίνει στίς 17 Σεπτεμβρίου. — [405, 1342, 599, 1364]
text-chaidari: ΑΘΗΝΑ, 5.— Ὁ ἔμπορος Ν. Σταθόπουλος, 50 χρόνων, κάτοικος Χαϊδαρίου, κατήγγειλε στήν ἀστυνομία ὅτι ἄγνωστος μπῆκε στό σπίτι του ἀπό ἕνα ἀνασφάλιστο παράθυρο καί ἀφαίρεσε ἀπό δωμάτιο τό ποσό τῶν 426.000 δραχμῶν, πού φύλαγε σέ ντουλάπα. Ἡ ἀστυνομία ἐρευνᾶ τήν ὑπόθεση. — [903, 289, 1141, 378]
divider — [609, 1182, 893, 1185]
headline-asylo: Συγκέντρωση τῆς ὁμάδας τοῦ ἀσύλου — [416, 567, 589, 595]
headline-georgia: ΟΙ ΠΡΟΣΛΗΨΕΙΣ ΕΠΙΣΤΗΜΟΝΩΝ ΣΤΟ ΥΠΟΥΡΓΕΙΟ ΓΕΩΡΓΙΑΣ — [911, 829, 1133, 857]
column-listings — [208, 10, 395, 2313]
subhead-kozani: ΚΑΙ ΣΤΗΝ ΚΟΖΑΝΗ — [679, 1001, 824, 1017]
divider — [903, 556, 1141, 557]
dek-glyptes: Ἐγκαινιάστηκε ἡ πρώτη ὁμαδική ἔκθεσή τους.— Κανένα ἐνδιαφέρον γιά τά θέματα τοῦ κλάδου τους — [618, 1385, 884, 1441]
